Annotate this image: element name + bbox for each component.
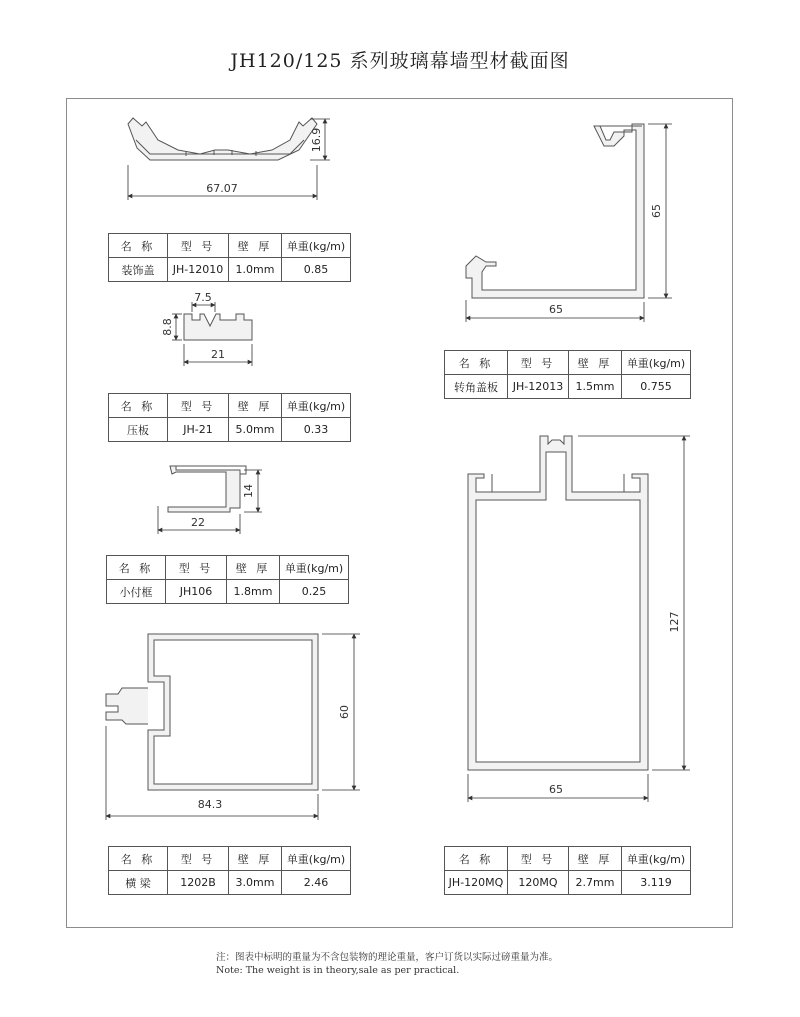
profile-name: JH-120MQ: [445, 871, 508, 895]
dim-cover-width: 67.07: [206, 182, 238, 195]
dim-cover-height: 16.9: [310, 127, 323, 153]
page-title: JH120/125 系列玻璃幕墙型材截面图: [230, 50, 570, 72]
dim-subframe-height: 14: [242, 484, 255, 498]
profile-model: JH-21: [168, 418, 229, 442]
dim-mullion-height: 127: [668, 611, 681, 633]
profile-name: 小付框: [107, 580, 166, 604]
spec-table-plate: 名 称 型 号 壁 厚 单重(kg/m) 压板 JH-21 5.0mm 0.33: [108, 393, 351, 442]
profile-weight: 0.25: [280, 580, 349, 604]
profile-thickness: 1.5mm: [569, 375, 622, 399]
weight-note-en: Note: The weight is in theory,sale as per practical.: [216, 965, 460, 976]
profile-thickness: 1.0mm: [229, 258, 282, 282]
plate-profile-drawing: [184, 314, 252, 340]
spec-table-subframe: 名 称 型 号 壁 厚 单重(kg/m) 小付框 JH106 1.8mm 0.25: [106, 555, 349, 604]
profile-model: 1202B: [168, 871, 229, 895]
profile-weight: 0.85: [282, 258, 351, 282]
profile-weight: 0.33: [282, 418, 351, 442]
profile-name: 转角盖板: [445, 375, 508, 399]
profile-thickness: 2.7mm: [569, 871, 622, 895]
spec-table-mullion: 名 称 型 号 壁 厚 单重(kg/m) JH-120MQ 120MQ 2.7mm 3.119: [444, 846, 691, 895]
dim-plate-width: 21: [211, 348, 225, 361]
dim-mullion-width: 65: [549, 783, 563, 796]
dim-plate-height: 8.8: [161, 318, 174, 336]
dim-corner-height: 65: [650, 204, 663, 218]
profile-weight: 0.755: [622, 375, 691, 399]
profile-model: JH-12010: [168, 258, 229, 282]
profile-model: JH106: [166, 580, 227, 604]
dim-beam-width: 84.3: [197, 798, 223, 811]
dim-corner-width: 65: [549, 303, 563, 316]
spec-table-corner: 名 称 型 号 壁 厚 单重(kg/m) 转角盖板 JH-12013 1.5mm 0.755: [444, 350, 691, 399]
profile-weight: 2.46: [282, 871, 351, 895]
profile-model: 120MQ: [508, 871, 569, 895]
spec-table-beam: 名 称 型 号 壁 厚 单重(kg/m) 横 梁 1202B 3.0mm 2.46: [108, 846, 351, 895]
dim-plate-slot: 7.5: [194, 291, 212, 304]
beam-profile-drawing: [106, 634, 318, 790]
corner-profile-drawing: [466, 124, 644, 298]
profile-model: JH-12013: [508, 375, 569, 399]
profile-thickness: 1.8mm: [227, 580, 280, 604]
dim-beam-height: 60: [338, 705, 351, 719]
profile-weight: 3.119: [622, 871, 691, 895]
spec-table-cover: 名 称 型 号 壁 厚 单重(kg/m) 装饰盖 JH-12010 1.0mm 0.85: [108, 233, 351, 282]
dim-subframe-width: 22: [191, 516, 205, 529]
profile-thickness: 3.0mm: [229, 871, 282, 895]
weight-note-cn: 注：图表中标明的重量为不含包装物的理论重量，客户订货以实际过磅重量为准。: [216, 952, 559, 963]
profile-name: 装饰盖: [109, 258, 168, 282]
subframe-profile-drawing: [168, 466, 246, 512]
profile-name: 横 梁: [109, 871, 168, 895]
profile-thickness: 5.0mm: [229, 418, 282, 442]
profile-name: 压板: [109, 418, 168, 442]
cover-profile-drawing: [128, 118, 317, 160]
mullion-profile-drawing: [468, 436, 648, 770]
weight-note: [216, 951, 558, 977]
